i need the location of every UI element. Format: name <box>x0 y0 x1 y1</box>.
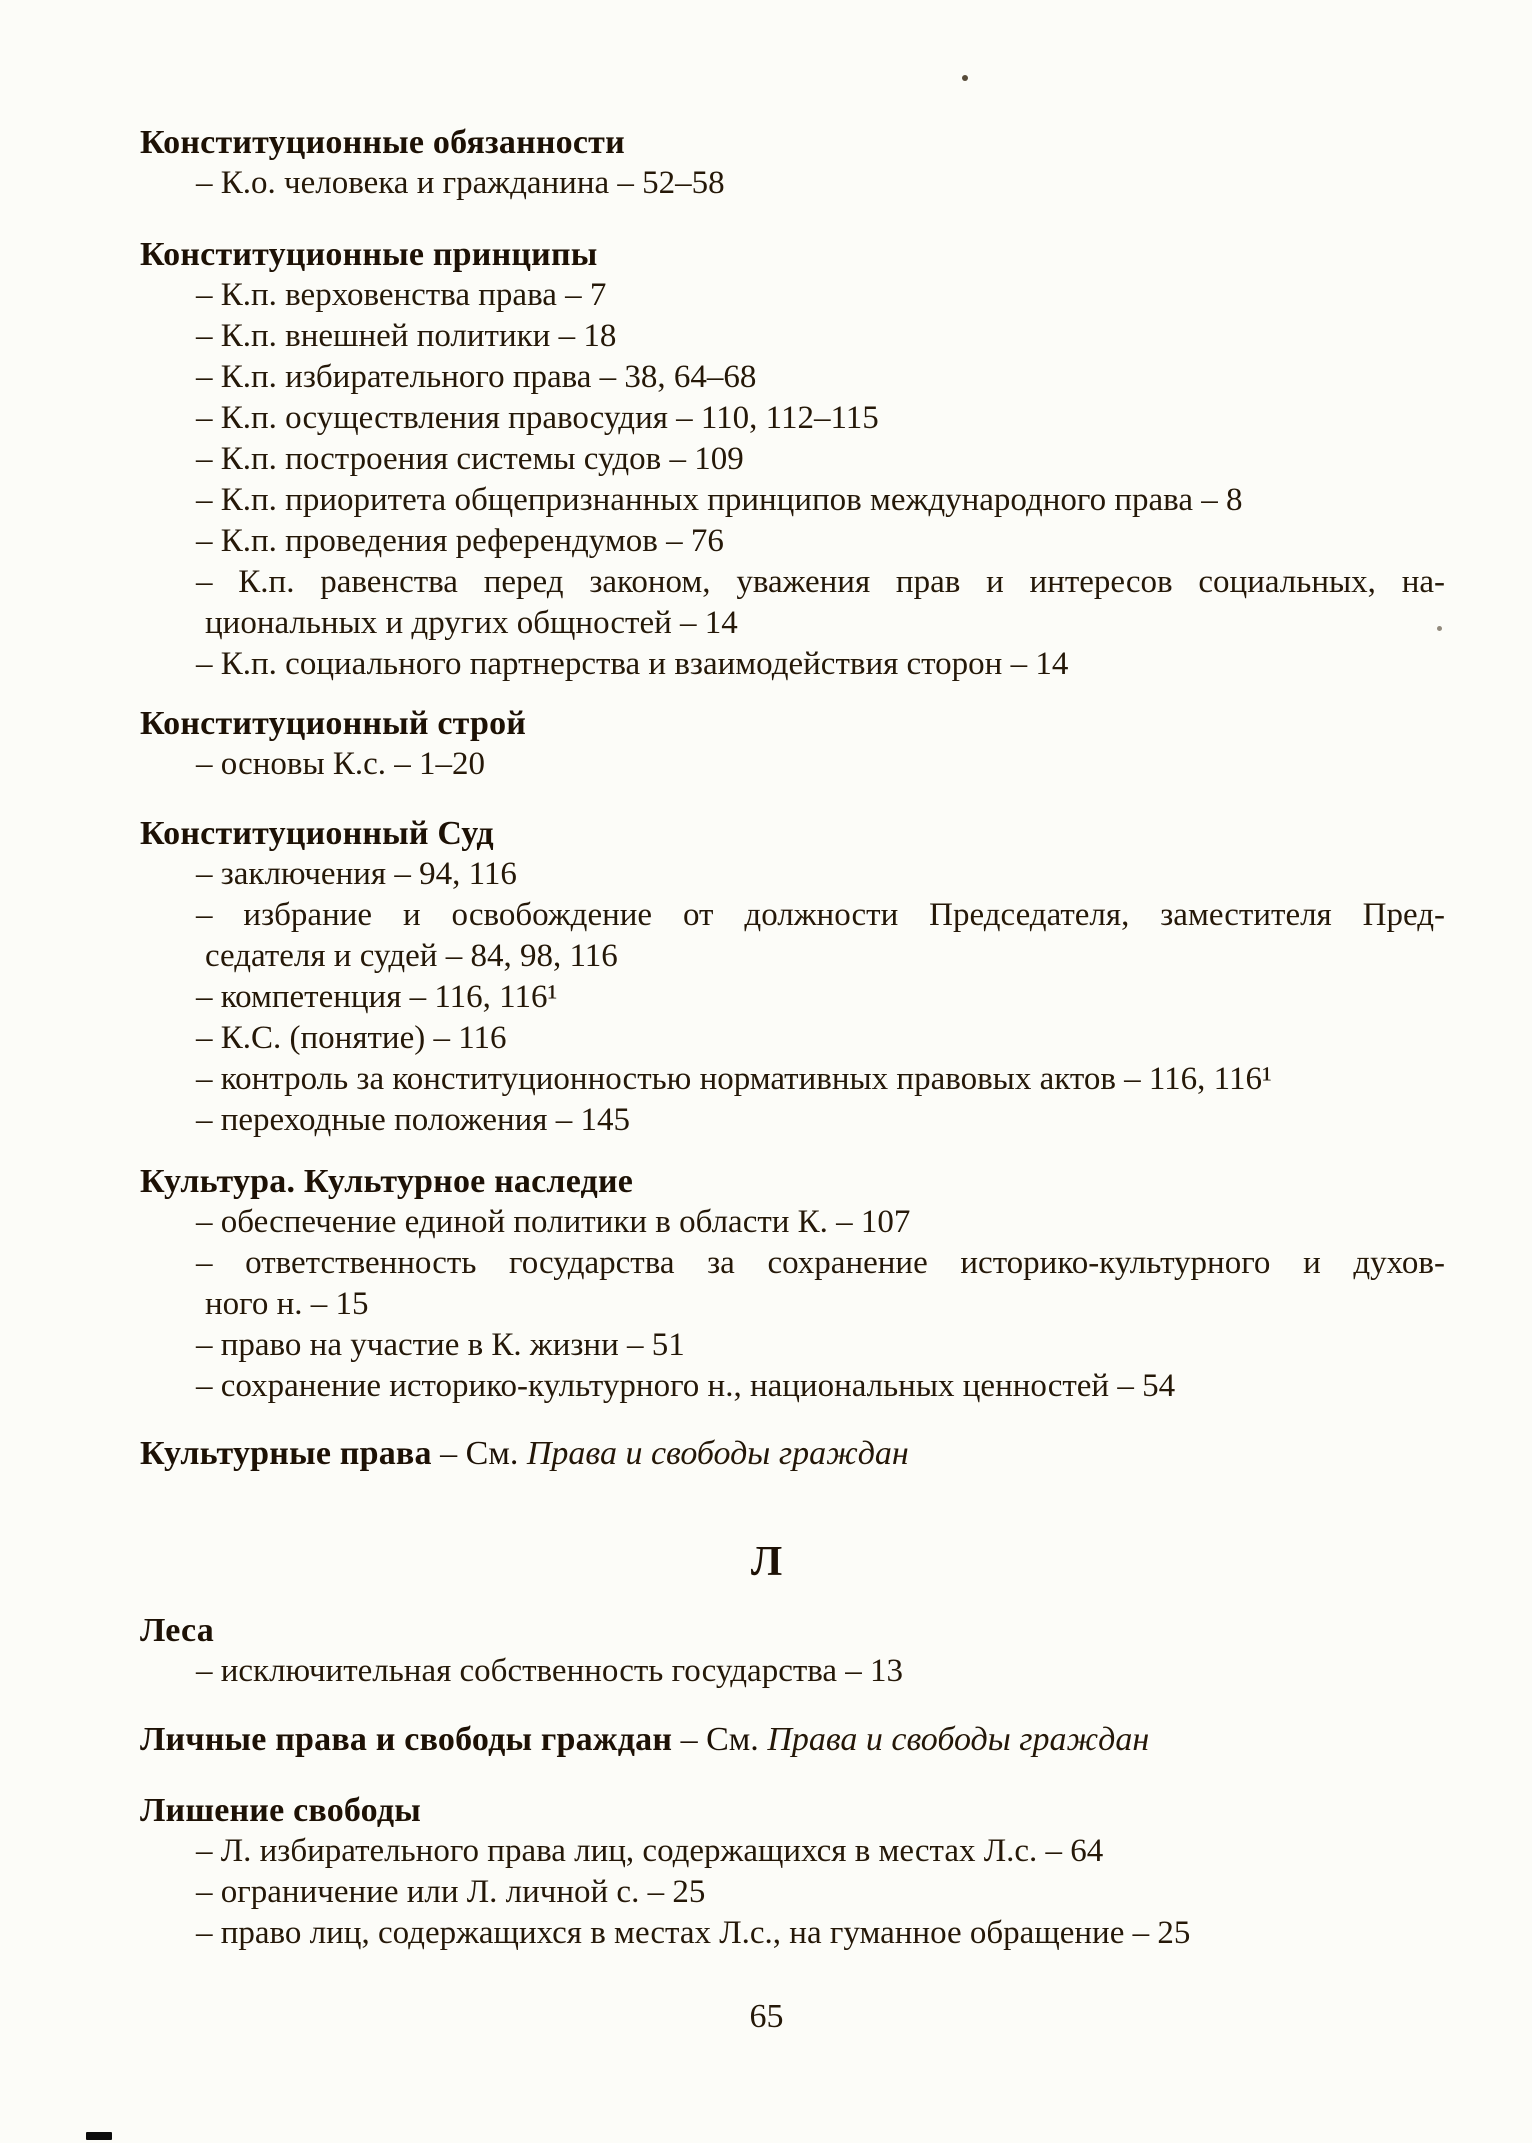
entry-term-text: Лишение свободы <box>140 1792 422 1829</box>
index-item <box>140 1366 1445 1407</box>
index-item <box>140 1913 1445 1954</box>
entry-term: Культурные права – См. Права и свободы граждан <box>140 1435 909 1472</box>
entry-term: Личные права и свободы граждан – См. Права и свободы граждан <box>140 1721 1150 1758</box>
entry-term <box>140 813 1445 854</box>
index-entry <box>140 813 1445 1141</box>
entry-term <box>140 1610 1445 1651</box>
entry-term <box>140 122 1445 163</box>
entry-term-text: Конституционный строй <box>140 705 527 742</box>
index-item <box>140 977 1445 1018</box>
index-item-line: – К.п. избирательного права – 38, 64–68 <box>196 359 757 395</box>
index-item <box>140 521 1445 562</box>
index-item <box>140 439 1445 480</box>
index-item-line: седателя и судей – 84, 98, 116 <box>205 938 618 974</box>
scan-speck <box>1437 626 1442 631</box>
index-item-line: – К.п. внешней политики – 18 <box>196 318 617 354</box>
entry-term-text: Конституционные обязанности <box>140 124 625 161</box>
index-item <box>140 854 1445 895</box>
index-item-line: – контроль за конституционностью нормативных правовых актов – 116, 116¹ <box>196 1061 1272 1097</box>
entry-term-text: Леса <box>140 1612 214 1649</box>
index-item-line: – К.п. приоритета общепризнанных принципов международного права – 8 <box>196 482 1243 518</box>
index-item <box>140 357 1445 398</box>
index-item-line: – К.п. осуществления правосудия – 110, 112–115 <box>196 400 879 436</box>
index-item-line: – ограничение или Л. личной с. – 25 <box>196 1874 706 1910</box>
index-item <box>140 163 1445 204</box>
index-entries <box>140 122 1445 1954</box>
entry-term <box>140 1790 1445 1831</box>
entry-term-text: Личные права и свободы граждан <box>140 1721 673 1758</box>
index-item <box>140 275 1445 316</box>
index-item-line: – исключительная собственность государства – 13 <box>196 1653 904 1689</box>
index-item-line: – К.С. (понятие) – 116 <box>196 1020 507 1056</box>
entry-term-text: Культурные права <box>140 1435 432 1472</box>
scan-speck <box>962 75 968 81</box>
index-entry <box>140 1161 1445 1407</box>
letter-divider: Л <box>750 1539 783 1585</box>
index-item-line: – К.п. проведения референдумов – 76 <box>196 523 724 559</box>
index-item <box>140 562 1445 644</box>
index-entry <box>140 234 1445 685</box>
index-item-line: – Л. избирательного права лиц, содержащихся в местах Л.с. – 64 <box>196 1833 1104 1869</box>
index-item-line: – сохранение историко-культурного н., национальных ценностей – 54 <box>196 1368 1176 1404</box>
index-item <box>140 895 1445 977</box>
index-item <box>140 480 1445 521</box>
index-item <box>140 1651 1445 1692</box>
index-content <box>140 122 1445 2037</box>
index-entry <box>140 1790 1445 1954</box>
index-item-line: ного н. – 15 <box>205 1286 369 1322</box>
entry-term <box>140 703 1445 744</box>
index-item <box>140 1831 1445 1872</box>
index-item <box>140 744 1445 785</box>
index-item-line: – компетенция – 116, 116¹ <box>196 979 558 1015</box>
index-item <box>140 1325 1445 1366</box>
index-item-line: – ответственность государства за сохранение историко-культурного и духов- <box>196 1245 1445 1281</box>
index-entry <box>140 1719 1445 1760</box>
index-entry <box>140 1610 1445 1692</box>
index-item <box>140 1100 1445 1141</box>
entry-term <box>140 234 1445 275</box>
scan-artifact-bar <box>86 2132 112 2140</box>
index-item <box>140 1018 1445 1059</box>
index-item-line: циональных и других общностей – 14 <box>205 605 738 641</box>
entry-term <box>140 1161 1445 1202</box>
index-item-line: – переходные положения – 145 <box>196 1102 630 1138</box>
entry-term-text: Конституционный Суд <box>140 815 494 852</box>
index-item-line: – К.п. социального партнерства и взаимодействия сторон – 14 <box>196 646 1069 682</box>
entry-term-text: Конституционные принципы <box>140 236 598 273</box>
index-item-line: – К.о. человека и гражданина – 52–58 <box>196 165 725 201</box>
entry-term-text: Культура. Культурное наследие <box>140 1163 634 1200</box>
index-item-line: – избрание и освобождение от должности Председателя, заместителя Пред- <box>196 897 1445 933</box>
index-entry <box>140 1433 1445 1474</box>
index-item-line: – К.п. построения системы судов – 109 <box>196 441 744 477</box>
index-item <box>140 1872 1445 1913</box>
page-number: 65 <box>749 1998 784 2035</box>
index-item-line: – основы К.с. – 1–20 <box>196 746 486 782</box>
index-entry <box>140 122 1445 204</box>
index-item-line: – право лиц, содержащихся в местах Л.с., на гуманное обращение – 25 <box>196 1915 1191 1951</box>
index-item-line: – К.п. верховенства права – 7 <box>196 277 607 313</box>
index-item-line: – К.п. равенства перед законом, уважения прав и интересов социальных, на- <box>196 564 1445 600</box>
index-item <box>140 644 1445 685</box>
index-item <box>140 1243 1445 1325</box>
index-entry <box>140 703 1445 785</box>
index-item <box>140 1202 1445 1243</box>
see-reference: Права и свободы граждан <box>526 1435 909 1472</box>
index-item-line: – обеспечение единой политики в области К. – 107 <box>196 1204 911 1240</box>
index-item-line: – заключения – 94, 116 <box>196 856 517 892</box>
index-item <box>140 316 1445 357</box>
index-item <box>140 1059 1445 1100</box>
see-reference: Права и свободы граждан <box>767 1721 1150 1758</box>
index-item-line: – право на участие в К. жизни – 51 <box>196 1327 685 1363</box>
index-item <box>140 398 1445 439</box>
